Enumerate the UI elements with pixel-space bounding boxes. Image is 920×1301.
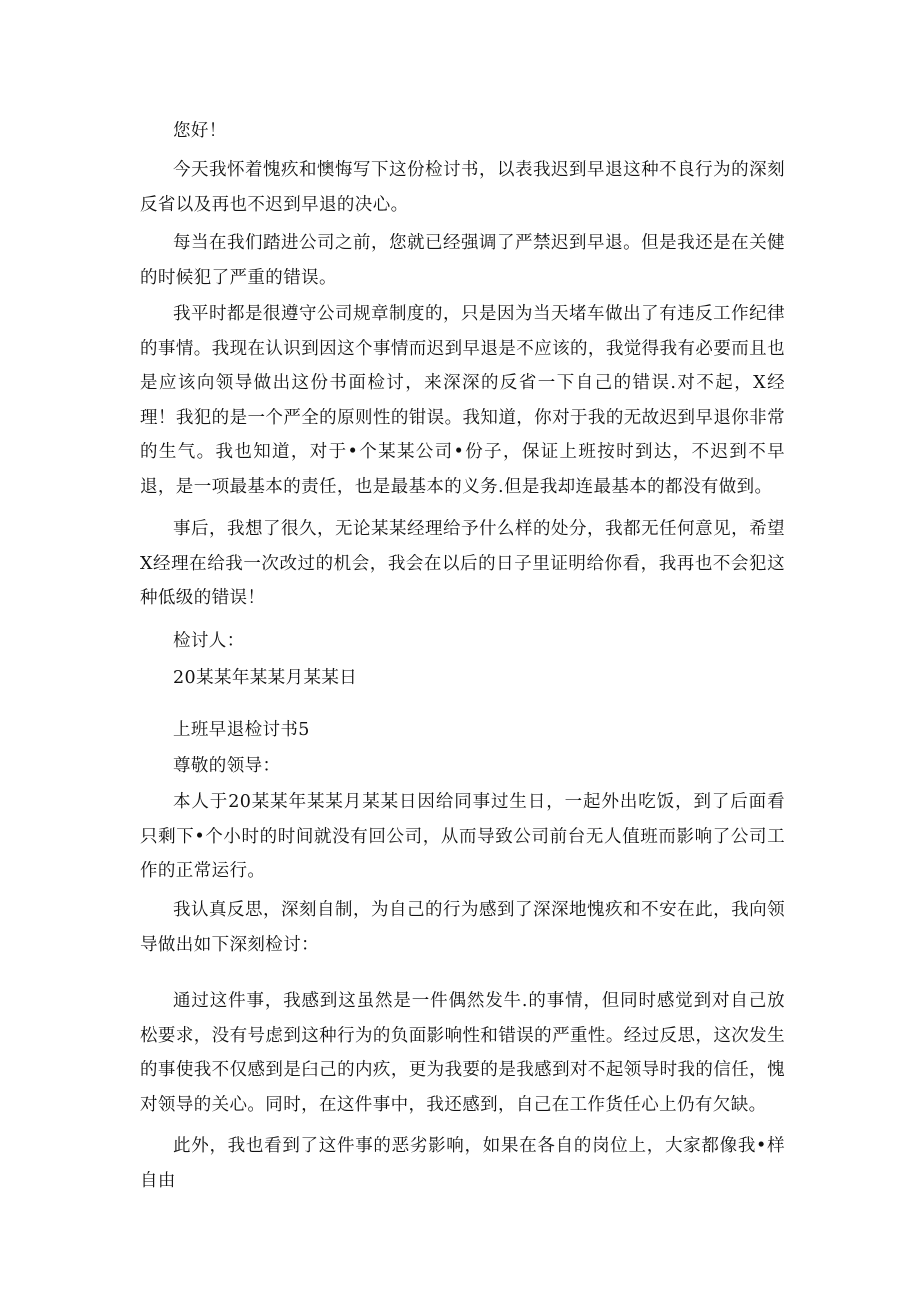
paragraph-lessons: 通过这件事，我感到这虽然是一件偶然发牛.的事情，但同时感觉到对自己放松要求，没有号虑到这种行为的负面影响性和错误的严重性。经过反思，这次发生的事使我不仅感到是臼己的内疚，更为我要的是我感到对不起领导时我的信任，愧对领导的关心。同时，在这件事中，我还感到，自己在工作货任心上仍有欠缺。 (140, 991, 785, 1115)
paragraph-incident: 本人于20某某年某某月某某日因给同事过生日，一起外出吃饭，到了后面看只剩下•个小时的时间就没有回公司，从而导致公司前台无人值班而影响了公司工作的正常运行。 (140, 792, 785, 881)
greeting: 您好！ (173, 121, 227, 141)
date-line: 20某某年某某月某某日 (173, 668, 358, 688)
paragraph-reflection: 我认真反思，深刻自制，为自己的行为感到了深深地愧疚和不安在此，我向领导做出如下深刻检讨： (140, 900, 785, 955)
paragraph-impact: 此外，我也看到了这件事的恶劣影响，如果在各自的岗位上，大家都像我•样自由 (140, 1136, 785, 1191)
section-title: 上班早退检讨书5 (173, 720, 310, 740)
salutation: 尊敬的领导： (173, 756, 281, 776)
paragraph-apology: 事后，我想了很久，无论某某经理给予什么样的处分，我都无任何意见，希望X经理在给我一次改过的机会，我会在以后的日子里证明给你看，我再也不会犯这种低级的错误！ (140, 519, 785, 608)
signature-label: 检讨人： (173, 631, 245, 651)
paragraph-intro: 今天我怀着愧疚和懊悔写下这份检讨书，以表我迟到早退这种不良行为的深刻反省以及再也不迟到早退的决心。 (140, 160, 785, 215)
paragraph-reason: 我平时都是很遵守公司规章制度的，只是因为当天堵车做出了有违反工作纪律的事情。我现在认识到因这个事情而迟到早退是不应该的，我觉得我有必要而且也是应该向领导做出这份书面检讨，来深深的反省一下自己的错误.对不起，X经理！我犯的是一个严全的原则性的钳误。我知道，你对于我的无故迟到早退你非常的生气。我也知道，对于•个某某公司•份子，保证上班按时到达，不迟到不早退，是一项最基本的责任，也是最基本的义务.但是我却连最基本的都没有做到。 (140, 304, 785, 497)
paragraph-warning: 每当在我们踏进公司之前，您就已经强调了严禁迟到早退。但是我还是在关健的时候犯了严重的错误。 (140, 233, 785, 288)
